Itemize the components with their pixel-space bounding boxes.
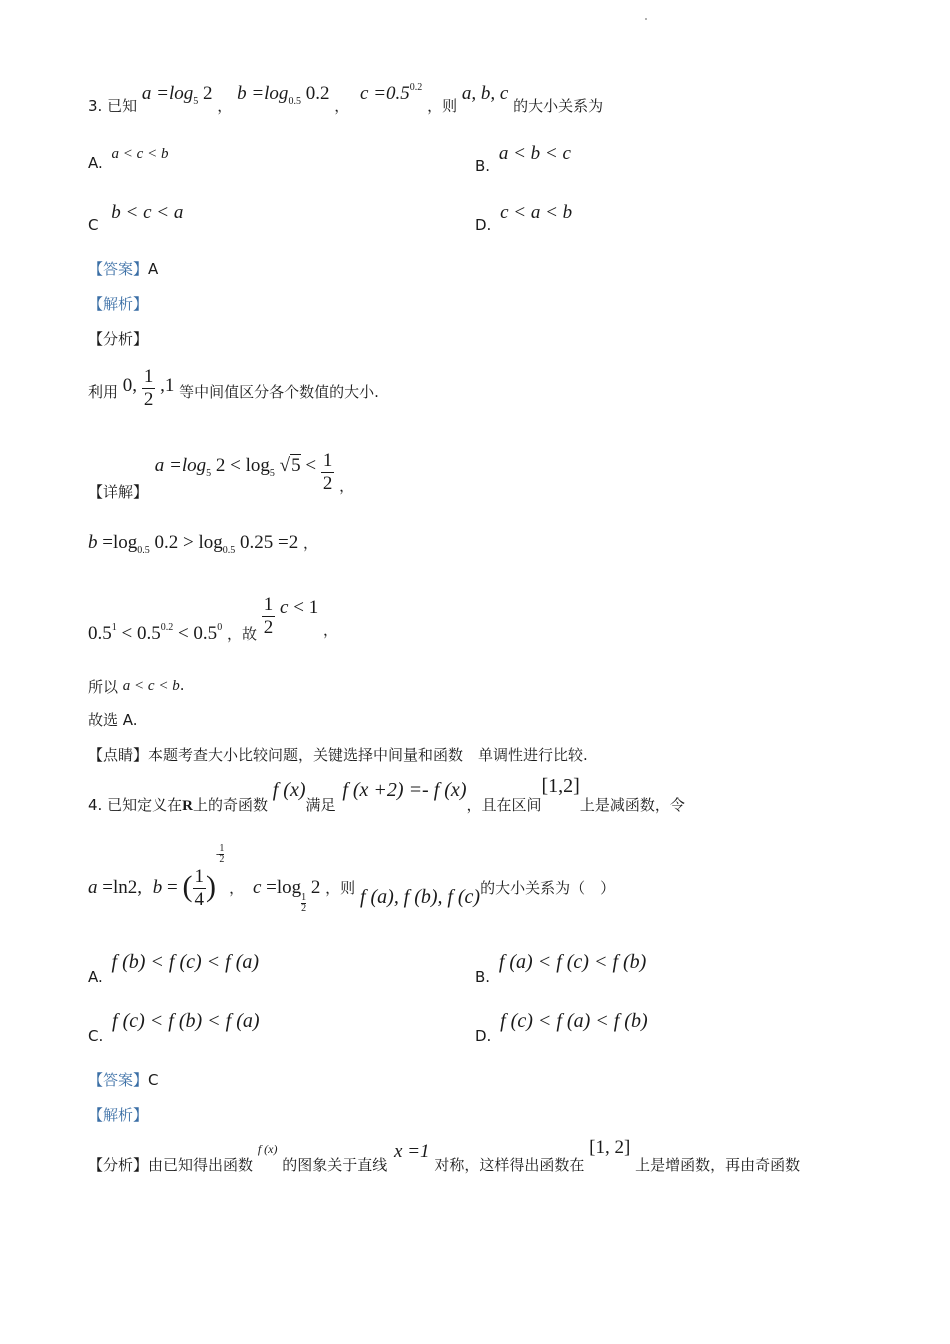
q4-option-b: B. f (a) < f (c) < f (b) xyxy=(475,951,647,986)
q3-c-def: $c =0.5^{0.2}$ xyxy=(360,82,423,104)
q3-xiangjie-line2: $b =\log_{0.5}$ $0.2 > \log_{0.5} 0.25 =2$ ， xyxy=(88,532,319,556)
q4-answer: 【答案】C xyxy=(88,1071,159,1089)
q4-fenxi: 【分析】由已知得出函数 f (x) 的图象关于直线 x =1 对称，这样得出函数在 [1, 2] 上是增函数，再由奇函数 xyxy=(88,1137,801,1174)
q3-guxuan: 故选 A. xyxy=(88,711,138,729)
page-mark xyxy=(645,18,647,20)
q4-jiexi-tag: 【解析】 xyxy=(88,1106,149,1124)
q4-option-a: A. f (b) < f (c) < f (a) xyxy=(88,951,260,986)
q3-xiangjie-line3: $0.5^1 < 0.5^{0.2} < 0.5^0$ ，故 $\frac{1}{2}$ c < 1 ， xyxy=(88,594,338,644)
q3-stem: 3. 已知 $a =\log_5$ 2 ， $b =\log_{0.5}$ 0.2 ， $c =0.5^{0.2}$ ，则 a, b, c 的大小关系为 xyxy=(88,82,604,115)
q3-option-a: A. a < c < b xyxy=(88,146,169,172)
q4-stem-line2: a =ln2, b = ( $\frac{1}{4}$ )- $\frac{1}{2}$ ， c =log $\frac{1}{2}$ 2 ，则 f (a), f (b), f (c)的大小关系为（ ） xyxy=(88,843,616,914)
q3-fenxi-text: 利用 0, $\frac{1}{2}$ ,1 等中间值区分各个数值的大小. xyxy=(88,366,379,410)
q3-b-def: $b =\log_{0.5}$ 0.2 xyxy=(237,83,330,107)
q3-a-def: $a =\log_5$ 2 xyxy=(141,83,213,107)
q3-xiangjie-line1: 【详解】 $a =\log_5$ $2 < \log_5 √5$ < $\frac{1}{2}$ ， xyxy=(88,450,355,501)
q3-vars: a, b, c xyxy=(461,83,509,104)
q3-fenxi-tag: 【分析】 xyxy=(88,330,149,348)
q3-option-c: C b < c < a xyxy=(88,202,184,234)
q3-option-d: D. c < a < b xyxy=(475,202,573,234)
q3-prefix: 已知 xyxy=(107,97,138,115)
q3-answer: 【答案】A xyxy=(88,260,159,278)
q3-suoyi: 所以 a < c < b. xyxy=(88,676,185,696)
q3-dianjing: 【点睛】本题考查大小比较问题，关键选择中间量和函数 单调性进行比较. xyxy=(88,746,588,764)
q3-jiexi-tag: 【解析】 xyxy=(88,295,149,313)
q3-suffix: 的大小关系为 xyxy=(513,97,604,115)
q4-option-d: D. f (c) < f (a) < f (b) xyxy=(475,1010,648,1045)
q3-number: 3. xyxy=(88,97,103,115)
q4-option-c: C. f (c) < f (b) < f (a) xyxy=(88,1010,260,1045)
q3-option-b: B. a < b < c xyxy=(475,143,571,175)
q4-stem-line1: 4. 已知定义在R上的奇函数 f (x)满足 f (x +2) =- f (x)，且在区间[1,2]上是减函数，令 xyxy=(88,775,685,814)
